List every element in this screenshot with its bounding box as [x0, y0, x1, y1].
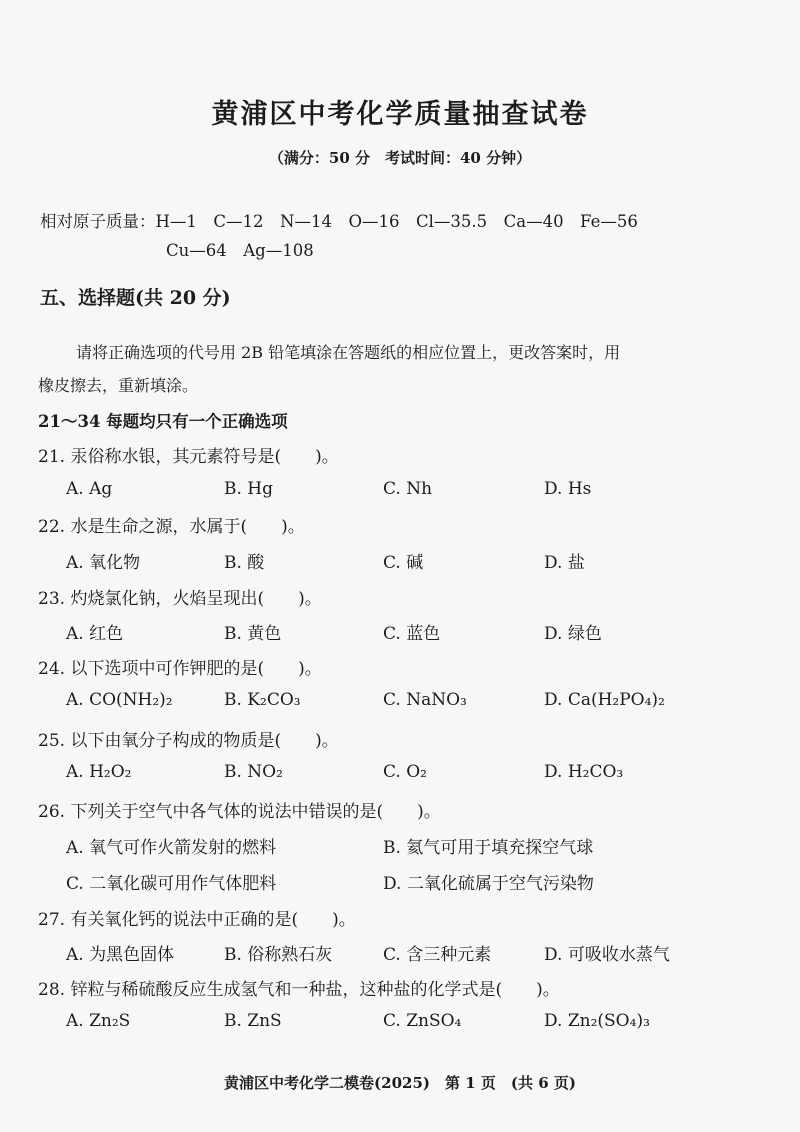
option-b: B. ZnS: [224, 1011, 282, 1031]
question-stem: 27. 有关氧化钙的说法中正确的是( )。: [38, 910, 356, 930]
option-d: D. Zn₂(SO₄)₃: [544, 1011, 650, 1031]
option-d: D. 盐: [544, 553, 585, 573]
option-a: A. 为黑色固体: [66, 945, 175, 965]
option-b: B. Hg: [224, 479, 274, 499]
question-stem: 24. 以下选项中可作钾肥的是( )。: [38, 659, 322, 679]
option-a: A. 红色: [66, 624, 124, 644]
instruction-line1: 请将正确选项的代号用 2B 铅笔填涂在答题纸的相应位置上，更改答案时，用: [76, 343, 621, 362]
option-d: D. 可吸收水蒸气: [544, 945, 670, 965]
option-b: B. 酸: [224, 553, 265, 573]
option-c: C. 含三种元素: [383, 945, 492, 965]
option-a: A. 氧气可作火箭发射的燃料: [66, 838, 277, 858]
option-b: B. 黄色: [224, 624, 282, 644]
atomic-masses-line2: Cu—64 Ag—108: [166, 241, 314, 260]
option-a: A. Ag: [66, 479, 113, 499]
atomic-masses-values: H—1 C—12 N—14 O—16 Cl—35.5 Ca—40 Fe—56: [155, 212, 638, 231]
question-stem: 28. 锌粒与稀硫酸反应生成氢气和一种盐，这种盐的化学式是( )。: [38, 980, 560, 1000]
option-c: C. 蓝色: [383, 624, 441, 644]
option-d: D. Ca(H₂PO₄)₂: [544, 690, 665, 710]
option-c: C. ZnSO₄: [383, 1011, 462, 1031]
option-c: C. 碱: [383, 553, 424, 573]
page-footer: 黄浦区中考化学二模卷(2025) 第 1 页 (共 6 页): [224, 1074, 576, 1092]
option-c: C. Nh: [383, 479, 433, 499]
question-stem: 22. 水是生命之源，水属于( )。: [38, 517, 305, 537]
option-c: C. O₂: [383, 762, 427, 782]
option-d: D. 绿色: [544, 624, 602, 644]
option-b: B. NO₂: [224, 762, 283, 782]
exam-title: 黄浦区中考化学质量抽查试卷: [211, 99, 589, 130]
option-a: A. 氧化物: [66, 553, 141, 573]
question-stem: 26. 下列关于空气中各气体的说法中错误的是( )。: [38, 802, 441, 822]
question-stem: 21. 汞俗称水银，其元素符号是( )。: [38, 447, 339, 467]
question-stem: 23. 灼烧氯化钠，火焰呈现出( )。: [38, 589, 322, 609]
option-b: B. 俗称熟石灰: [224, 945, 333, 965]
option-b: B. K₂CO₃: [224, 690, 301, 710]
option-d: D. H₂CO₃: [544, 762, 624, 782]
option-c: C. 二氧化碳可用作气体肥料: [66, 874, 277, 894]
instruction-line2: 橡皮擦去，重新填涂。: [38, 376, 199, 395]
question-stem: 25. 以下由氧分子构成的物质是( )。: [38, 731, 339, 751]
option-a: A. Zn₂S: [66, 1011, 131, 1031]
option-c: C. NaNO₃: [383, 690, 467, 710]
option-a: A. H₂O₂: [66, 762, 132, 782]
section-heading: 五、选择题(共 20 分): [40, 287, 231, 309]
option-a: A. CO(NH₂)₂: [66, 690, 173, 710]
option-d: D. 二氧化硫属于空气污染物: [383, 874, 594, 894]
atomic-masses-label: 相对原子质量：: [40, 212, 156, 231]
exam-subtitle: （满分：50 分 考试时间：40 分钟）: [268, 149, 532, 167]
option-d: D. Hs: [544, 479, 592, 499]
option-b: B. 氦气可用于填充探空气球: [383, 838, 594, 858]
atomic-masses-line1: [40, 208, 638, 232]
section-subheading: 21～34 每题均只有一个正确选项: [38, 412, 288, 431]
